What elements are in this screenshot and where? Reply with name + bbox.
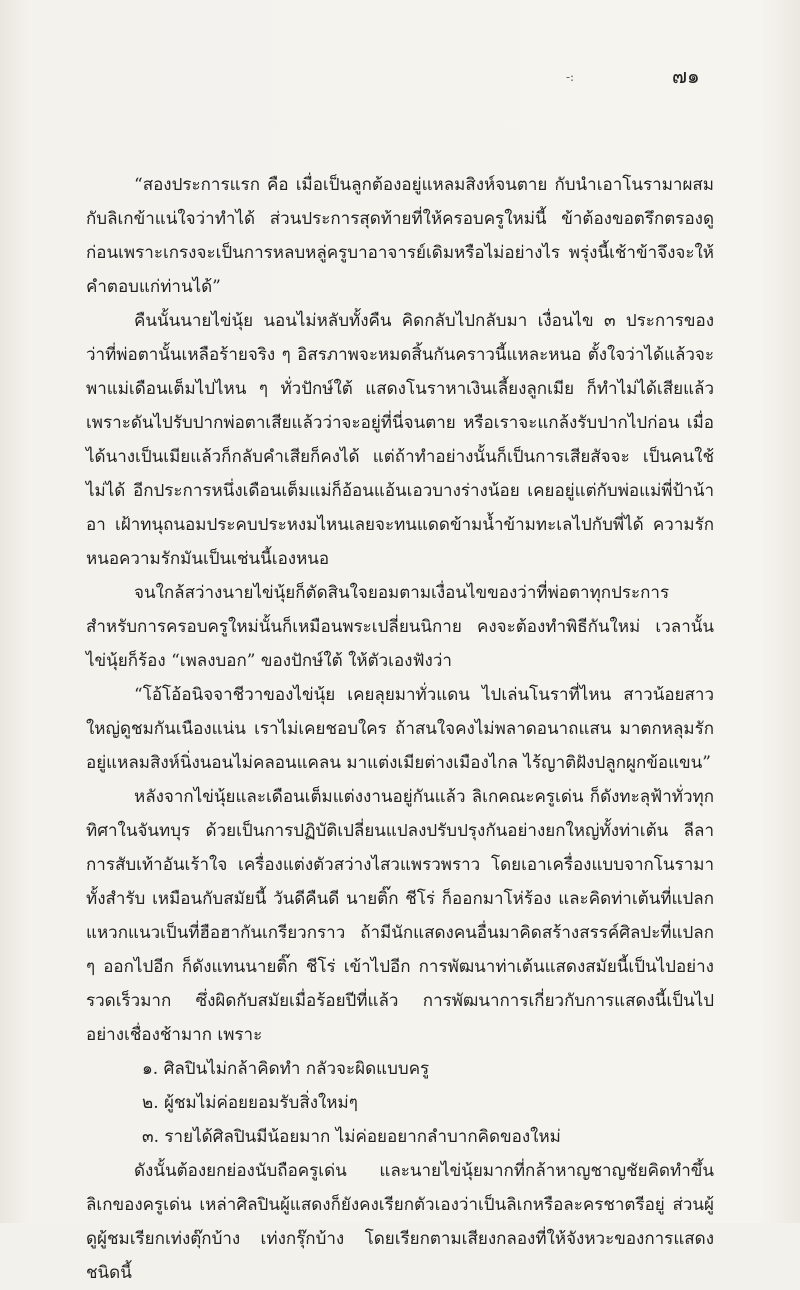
paragraph-decision: จนใกล้สว่างนายไข่นุ้ยก็ตัดสินใจยอมตามเงื่อนไขของว่าที่พ่อตาทุกประการ สำหรับการครอบครูใหม่นั้นก็เหมือนพระเปลี่ยนนิกาย คงจะต้องทำพิธีกันใหม่ เวลานั้นไข่นุ้ยก็ร้อง “เพลงบอก” ของปักษ์ใต้ ให้ตัวเองฟังว่า	[86, 583, 714, 671]
body-text	[86, 168, 714, 1290]
paragraph-after-wedding: หลังจากไข่นุ้ยและเดือนเต็มแต่งงานอยู่กันแล้ว ลิเกคณะครูเด่น ก็ดังทะลุฟ้าทั่วทุกทิศาในจันทบุร ด้วยเป็นการปฏิบัติเปลี่ยนแปลงปรับปรุงกันอย่างยกใหญ่ทั้งท่าเต้น ลีลาการสับเท้าอันเร้าใจ เครื่องแต่งตัวสว่างไสวแพรวพราว โดยเอาเครื่องแบบจากโนรามาทั้งสำรับ เหมือนกับสมัยนี้ วันดีคืนดี นายติ๊ก ชีโร่ ก็ออกมาโห่ร้อง และคิดท่าเต้นที่แปลกแหวกแนวเป็นที่ฮือฮากันเกรียวกราว ถ้ามีนักแสดงคนอื่นมาคิดสร้างสรรค์ศิลปะที่แปลก ๆ ออกไปอีก ก็ดังแทนนายติ๊ก ชีโร่ เข้าไปอีก การพัฒนาท่าเต้นแสดงสมัยนี้เป็นไปอย่างรวดเร็วมาก ซึ่งผิดกับสมัยเมื่อร้อยปีที่แล้ว การพัฒนาการเกี่ยวกับการแสดงนี้เป็นไปอย่างเชื่องช้ามาก เพราะ	[86, 787, 714, 1045]
page-number: ๗๑	[672, 64, 700, 88]
paragraph-quote-conditions: “สองประการแรก คือ เมื่อเป็นลูกต้องอยู่แหลมสิงห์จนตาย กับนำเอาโนรามาผสมกับลิเกข้าแน่ใจว่าทำได้ ส่วนประการสุดท้ายที่ให้ครอบครูใหม่นี้ ข้าต้องขอตรึกตรองดูก่อนเพราะเกรงจะเป็นการหลบหลู่ครูบาอาจารย์เดิมหรือไม่อย่างไร พรุ่งนี้เช้าข้าจึงจะให้คำตอบแก่ท่านได้”	[86, 175, 714, 297]
paragraph-closing: ดังนั้นต้องยกย่องนับถือครูเด่น และนายไข่นุ้ยมากที่กล้าหาญชาญชัยคิดทำขึ้น ลิเกของครูเด่น เหล่าศิลปินผู้แสดงก็ยังคงเรียกตัวเองว่าเป็นลิเกหรือละครชาตรีอยู่ ส่วนผู้ดูผู้ชมเรียกเท่งตุ๊กบ้าง เท่งกรุ๊กบ้าง โดยเรียกตามเสียงกลองที่ให้จังหวะของการแสดงชนิดนี้	[86, 1161, 714, 1283]
stray-mark: -:	[566, 70, 575, 84]
list-item: ๓. รายได้ศิลปินมีน้อยมาก ไม่ค่อยอยากลำบากคิดของใหม่	[142, 1127, 561, 1147]
paragraph-sleepless-night: คืนนั้นนายไข่นุ้ย นอนไม่หลับทั้งคืน คิดกลับไปกลับมา เงื่อนไข ๓ ประการของว่าที่พ่อตานั้นเหลือร้ายจริง ๆ อิสรภาพจะหมดสิ้นกันคราวนี้แหละหนอ ตั้งใจว่าได้แล้วจะพาแม่เดือนเต็มไปไหน ๆ ทั่วปักษ์ใต้ แสดงโนราหาเงินเลี้ยงลูกเมีย ก็ทำไม่ได้เสียแล้ว เพราะดันไปรับปากพ่อตาเสียแล้วว่าจะอยู่ที่นี่จนตาย หรือเราจะแกล้งรับปากไปก่อน เมื่อได้นางเป็นเมียแล้วก็กลับคำเสียก็คงได้ แต่ถ้าทำอย่างนั้นก็เป็นการเสียสัจจะ เป็นคนใช้ไม่ได้ อีกประการหนึ่งเดือนเต็มแม่ก็อ้อนแอ้นเอวบางร่างน้อย เคยอยู่แต่กับพ่อแม่พี่ป้าน้าอา เฝ้าทนุถนอมประคบประหงมไหนเลยจะทนแดดข้ามน้ำข้ามทะเลไปกับพี่ได้ ความรักหนอความรักมันเป็นเช่นนี้เองหนอ	[86, 311, 714, 569]
list-item: ๑. ศิลปินไม่กล้าคิดทำ กลัวจะผิดแบบครู	[142, 1059, 430, 1079]
paragraph-song: “โอ้โอ้อนิจจาชีวาของไข่นุ้ย เคยลุยมาทั่วแดน ไปเล่นโนราที่ไหน สาวน้อยสาวใหญ่ดูชมกันเนืองแน่น เราไม่เคยชอบใคร ถ้าสนใจคงไม่พลาดอนาถแสน มาตกหลุมรักอยู่แหลมสิงห์นิ่งนอนไม่คลอนแคลน มาแต่งเมียต่างเมืองไกล ไร้ญาติฝังปลูกผูกข้อแขน”	[86, 685, 714, 773]
list-item: ๒. ผู้ชมไม่ค่อยยอมรับสิ่งใหม่ๆ	[142, 1093, 358, 1113]
